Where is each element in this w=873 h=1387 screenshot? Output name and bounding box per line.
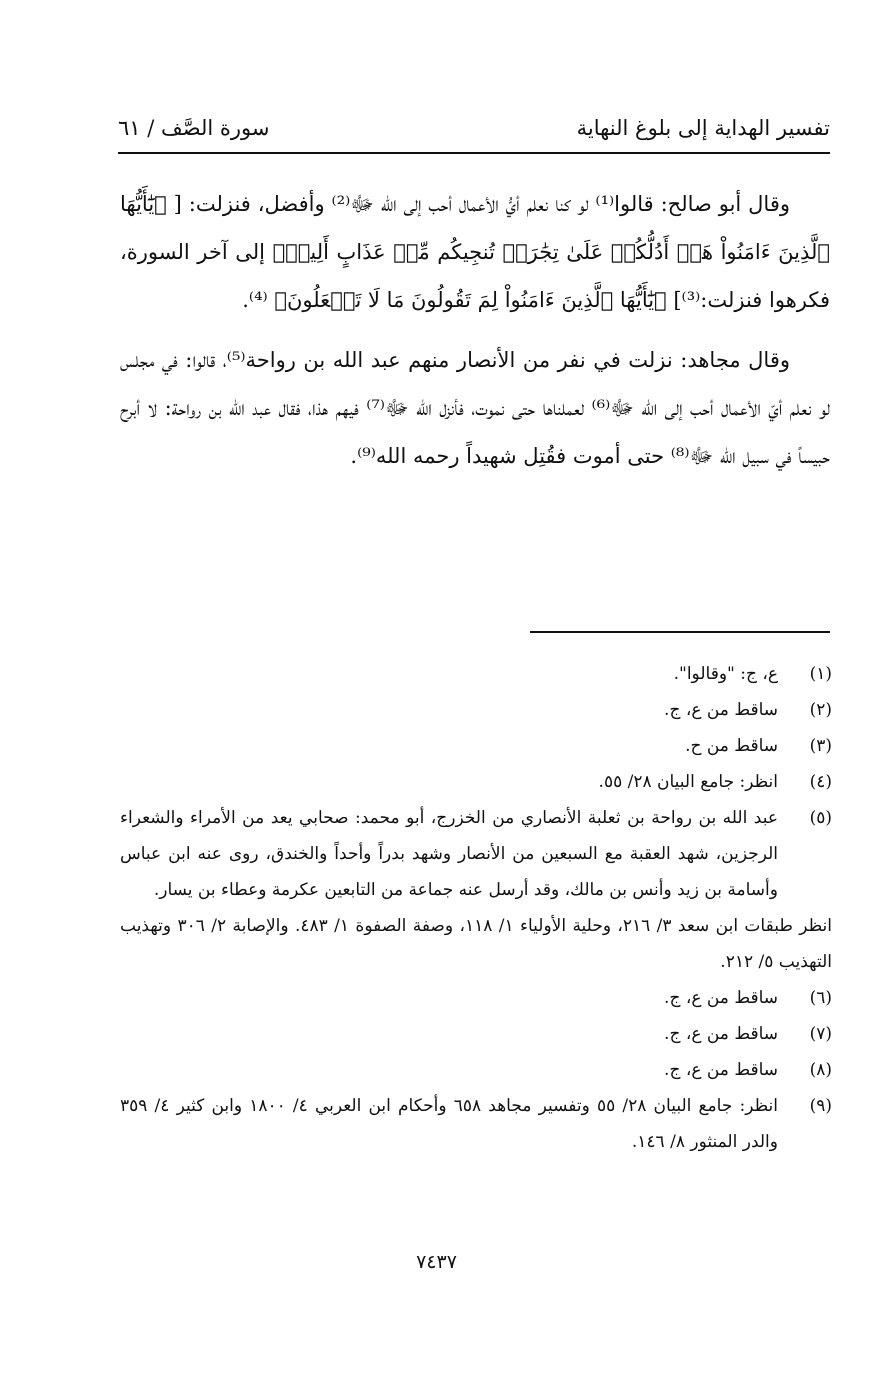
footnote-list [120,656,832,1160]
footnote-item [120,764,832,800]
footnote-number: (٥) [809,808,832,828]
footnote-number: (١) [809,664,832,684]
footnote-text: ساقط من ع، ج. [664,988,778,1008]
footnote-item [120,692,832,728]
footnote-text: ساقط من ع، ج. [664,1024,778,1044]
footnote-number: (٩) [809,1096,832,1116]
footnote-text: انظر: جامع البيان ٢٨/ ٥٥. [598,772,778,792]
footnote-continuation [120,908,832,980]
body-paragraph [120,336,830,480]
footnote-number: (٨) [809,1060,832,1080]
footnote-sources: انظر طبقات ابن سعد ٣/ ٢١٦، وحلية الأولياء ١/ ١١٨، وصفة الصفوة ١/ ٤٨٣. والإصابة ٢/ ٣٠٦ وتهذيب التهذيب ٥/ ٢١٢. [120,916,833,972]
footnote-item [120,800,832,908]
main-text [120,180,830,480]
footnote-text: ساقط من ع، ج. [664,700,778,720]
footnote-item [120,1016,832,1052]
paragraph-text: وقال مجاهد: نزلت في نفر من الأنصار منهم عبد الله بن رواحة⁽⁵⁾، قالوا: في مجلس لو نعلم أيّ الأعمال أحب إلى الله ﷻ⁽⁶⁾ لعملناها حتى نموت، فأنزل الله ﷻ⁽⁷⁾ فيهم هذا، فقال عبد الله بن رواحة: لا أبرح حبيساً في سبيل الله ﷻ⁽⁸⁾ حتى أموت فقُتِل شهيداً رحمه الله⁽⁹⁾. [120,348,830,468]
footnote-text: عبد الله بن رواحة بن ثعلبة الأنصاري من الخزرج، أبو محمد: صحابي يعد من الأمراء والشعراء الرجزين، شهد العقبة مع السبعين من الأنصار وشهد بدراً وأحداً والخندق، روى عنه ابن عباس وأسامة بن زيد وأنس بن مالك، وقد أرسل عنه جماعة من التابعين عكرمة وعطاء بن يسار. [120,808,778,900]
surah-title: سورة الصَّف / ٦١ [118,116,270,140]
footnote-item [120,656,832,692]
footnote-item [120,1052,832,1088]
footnote-number: (٧) [809,1024,832,1044]
header-divider [118,152,830,154]
footnote-text: انظر: جامع البيان ٢٨/ ٥٥ وتفسير مجاهد ٦٥٨ وأحكام ابن العربي ٤/ ١٨٠٠ وابن كثير ٤/ ٣٥٩ والدر المنثور ٨/ ١٤٦. [120,1096,779,1152]
footnote-item [120,1088,832,1160]
footnote-text: ساقط من ع، ج. [664,1060,778,1080]
footnote-item [120,980,832,1016]
footnote-text: ساقط من ح. [685,736,778,756]
footnote-item [120,728,832,764]
page-number: ٧٤٣٧ [416,1251,457,1273]
footnote-text: ع، ج: "وقالوا". [673,664,778,684]
paragraph-text: وقال أبو صالح: قالوا⁽¹⁾ لو كنا نعلم أيُّ الأعمال أحب إلى الله ﷻ⁽²⁾ وأفضل، فنزلت: [ ﴿يَٰٓأَيُّهَا ٱلَّذِينَ ءَامَنُواْ هَلۡ أَدُلُّكُمۡ عَلَىٰ تِجَٰرَةٖ تُنجِيكُم مِّنۡ عَذَابٍ أَلِيمٖ﴾ إلى آخر السورة، فكرهوا فنزلت:⁽³⁾] ﴿يَٰٓأَيُّهَا ٱلَّذِينَ ءَامَنُواْ لِمَ تَقُولُونَ مَا لَا تَفۡعَلُونَ﴾ ⁽⁴⁾. [120,192,830,312]
running-header [118,112,830,144]
book-title: تفسير الهداية إلى بلوغ النهاية [576,116,830,140]
body-paragraph [120,180,830,324]
footnote-number: (٤) [809,772,832,792]
footnote-number: (٦) [809,988,832,1008]
footnote-number: (٢) [809,700,832,720]
footnote-number: (٣) [809,736,832,756]
footnote-divider [530,631,830,633]
